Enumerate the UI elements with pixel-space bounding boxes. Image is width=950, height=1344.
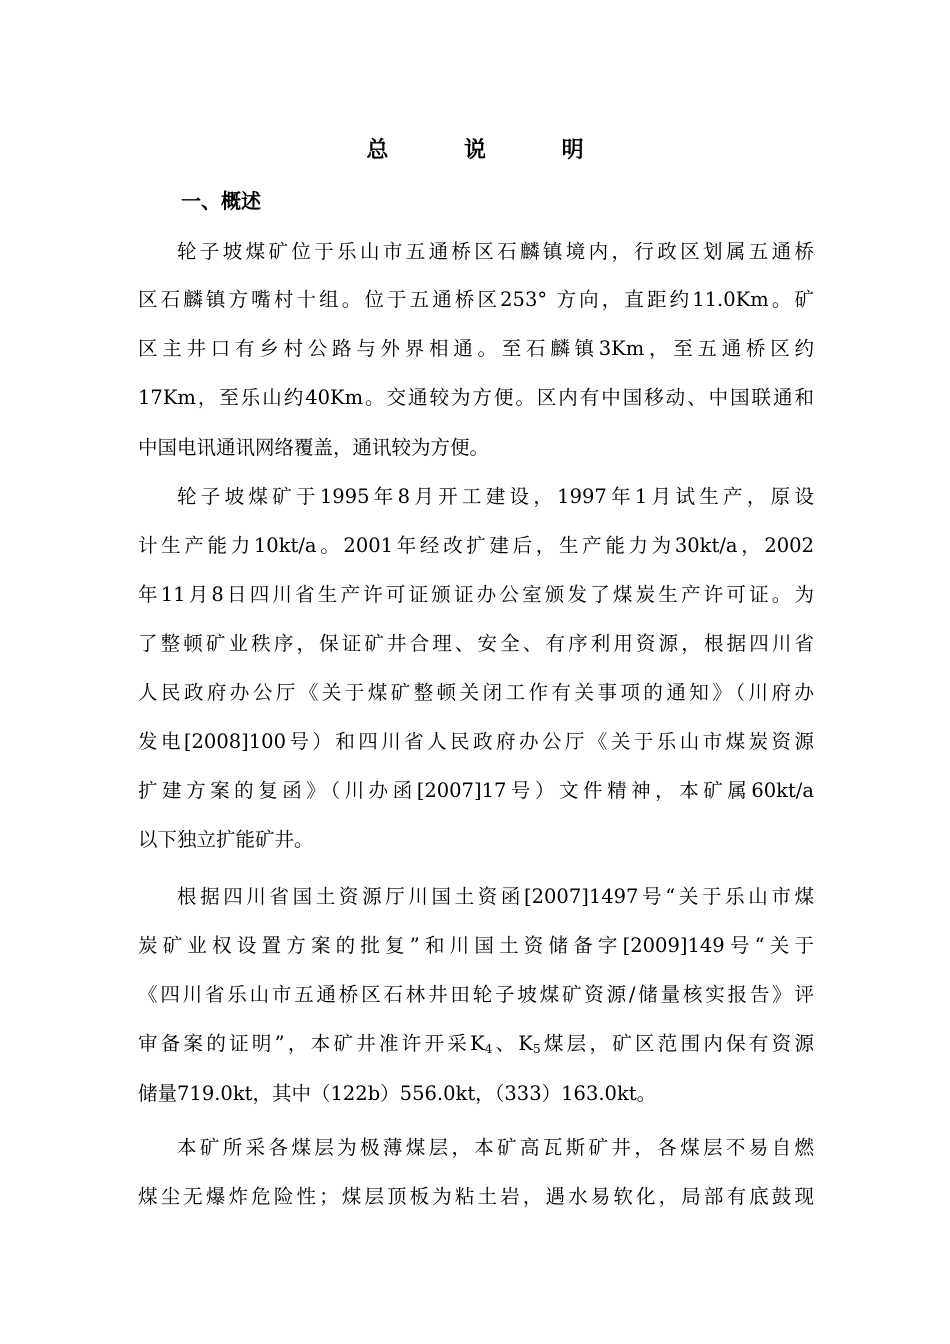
paragraph-line: 《四川省乐山市五通桥区石林井田轮子坡煤矿资源/储量核实报告》评 xyxy=(138,983,814,1006)
paragraph-line: 以下独立扩能矿井。 xyxy=(138,828,314,851)
line-text: 煤层，矿区范围内保有资源 xyxy=(540,1032,814,1055)
paragraph-line: 人民政府办公厅《关于煤矿整顿关闭工作有关事项的通知》（川府办 xyxy=(138,681,814,704)
paragraph-line: 轮子坡煤矿于1995年8月开工建设，1997年1月试生产，原设 xyxy=(177,485,814,508)
paragraph-line: 17Km，至乐山约40Km。交通较为方便。区内有中国移动、中国联通和 xyxy=(138,386,814,409)
paragraph-line: 本矿所采各煤层为极薄煤层，本矿高瓦斯矿井，各煤层不易自燃 xyxy=(177,1136,814,1159)
paragraph-line: 发电[2008]100号）和四川省人民政府办公厅《关于乐山市煤炭资源 xyxy=(138,730,814,753)
paragraph-line: 轮子坡煤矿位于乐山市五通桥区石麟镇境内，行政区划属五通桥 xyxy=(177,240,814,263)
paragraph-line: 区主井口有乡村公路与外界相通。至石麟镇3Km，至五通桥区约 xyxy=(138,337,814,360)
paragraph-line: 煤尘无爆炸危险性；煤层顶板为粘土岩，遇水易软化，局部有底鼓现 xyxy=(138,1185,814,1208)
paragraph-line: 年11月8日四川省生产许可证颁证办公室颁发了煤炭生产许可证。为 xyxy=(138,583,814,606)
paragraph-line: 计生产能力10kt/a。2001年经改扩建后，生产能力为30kt/a，2002 xyxy=(138,534,814,557)
paragraph-line: 储量719.0kt，其中（122b）556.0kt，（333）163.0kt。 xyxy=(138,1082,657,1105)
line-text: 审备案的证明”，本矿井准许开采K xyxy=(138,1032,485,1055)
page-title: 总 说 明 xyxy=(366,138,618,163)
paragraph-line: 中国电讯通讯网络覆盖，通讯较为方便。 xyxy=(138,436,490,459)
paragraph-line-coal-seams xyxy=(138,1027,814,1061)
section-heading: 一、概述 xyxy=(181,189,261,213)
subscript: 5 xyxy=(532,1042,541,1056)
paragraph-line: 区石麟镇方嘴村十组。位于五通桥区253° 方向，直距约11.0Km。矿 xyxy=(138,288,814,311)
line-text: 、K xyxy=(492,1032,533,1055)
paragraph-line: 炭矿业权设置方案的批复”和川国土资储备字[2009]149号“关于 xyxy=(138,934,814,957)
subscript: 4 xyxy=(484,1042,493,1056)
paragraph-line: 扩建方案的复函》（川办函[2007]17号）文件精神，本矿属60kt/a xyxy=(138,779,814,802)
paragraph-line: 根据四川省国土资源厅川国土资函[2007]1497号“关于乐山市煤 xyxy=(177,885,814,908)
paragraph-line: 了整顿矿业秩序，保证矿井合理、安全、有序利用资源，根据四川省 xyxy=(138,632,814,655)
